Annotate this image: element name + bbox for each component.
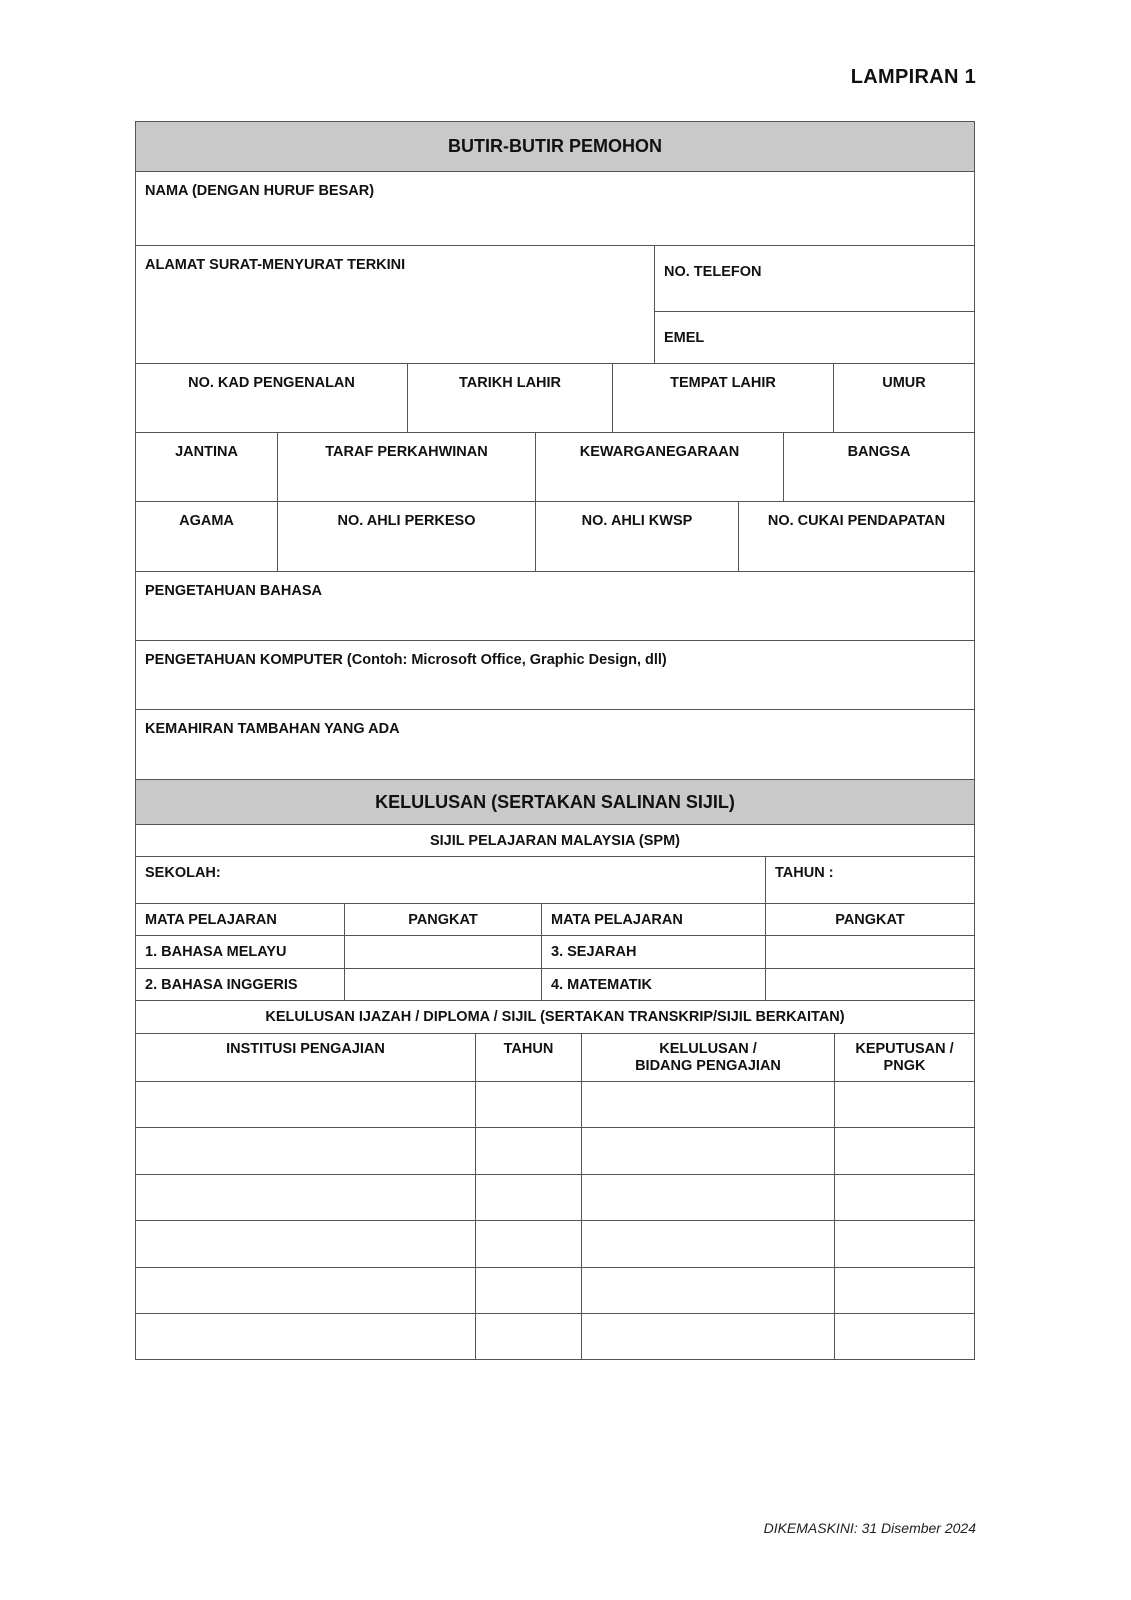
field-taraf-perkahwinan[interactable] [277,432,536,502]
field-telefon-label: NO. TELEFON [664,264,762,280]
qual-row-4-keputusan[interactable] [834,1220,975,1267]
field-jantina-label: JANTINA [175,444,238,460]
field-kad-pengenalan-label: NO. KAD PENGENALAN [188,375,355,391]
field-umur-label: UMUR [882,375,926,391]
qual-row-2-keputusan[interactable] [834,1127,975,1174]
col-institusi: INSTITUSI PENGAJIAN [135,1033,476,1082]
field-perkeso[interactable] [277,501,536,572]
spm-grade-matematik[interactable] [765,968,975,1001]
field-alamat[interactable] [135,245,655,364]
qual-row-5-kelulusan[interactable] [581,1267,835,1314]
field-kwsp-label: NO. AHLI KWSP [581,513,693,529]
field-kemahiran-label: KEMAHIRAN TAMBAHAN YANG ADA [145,721,400,737]
spm-grade-sejarah[interactable] [765,935,975,969]
field-tempat-lahir-label: TEMPAT LAHIR [670,375,776,391]
section-title-kelulusan: KELULUSAN (SERTAKAN SALINAN SIJIL) [135,779,975,825]
qual-row-5-institusi[interactable] [135,1267,476,1314]
field-kewarganegaraan-label: KEWARGANEGARAAN [579,444,740,460]
field-alamat-label: ALAMAT SURAT-MENYURAT TERKINI [145,257,406,273]
spm-col-mata-pelajaran-2: MATA PELAJARAN [541,903,766,936]
footer-updated: DIKEMASKINI: 31 Disember 2024 [763,1520,976,1536]
field-kwsp[interactable] [535,501,739,572]
col-keputusan-pngk: KEPUTUSAN / PNGK [834,1033,975,1082]
section-title-butir-pemohon: BUTIR-BUTIR PEMOHON [135,121,975,172]
field-sekolah[interactable] [135,856,766,904]
spm-subject-bahasa-inggeris: 2. BAHASA INGGERIS [135,968,345,1001]
ijazah-title: KELULUSAN IJAZAH / DIPLOMA / SIJIL (SERTAKAN TRANSKRIP/SIJIL BERKAITAN) [135,1000,975,1034]
field-cukai-label: NO. CUKAI PENDAPATAN [767,513,946,529]
field-bahasa[interactable] [135,571,975,641]
qual-row-2-tahun[interactable] [475,1127,582,1174]
field-tahun-spm-label: TAHUN : [775,865,834,881]
qual-row-4-tahun[interactable] [475,1220,582,1267]
field-tahun-spm[interactable] [765,856,975,904]
spm-title: SIJIL PELAJARAN MALAYSIA (SPM) [135,824,975,857]
col-kelulusan-bidang: KELULUSAN / BIDANG PENGAJIAN [581,1033,835,1082]
field-agama-label: AGAMA [179,513,234,529]
page-label: LAMPIRAN 1 [850,66,976,88]
qual-row-3-tahun[interactable] [475,1174,582,1221]
field-nama[interactable] [135,171,975,246]
spm-col-pangkat-2: PANGKAT [765,903,975,936]
field-telefon[interactable] [654,245,975,312]
qual-row-4-kelulusan[interactable] [581,1220,835,1267]
spm-col-pangkat-1: PANGKAT [344,903,542,936]
field-sekolah-label: SEKOLAH: [145,865,221,881]
spm-subject-matematik: 4. MATEMATIK [541,968,766,1001]
qual-row-5-tahun[interactable] [475,1267,582,1314]
field-bahasa-label: PENGETAHUAN BAHASA [145,583,322,599]
qual-row-1-tahun[interactable] [475,1081,582,1128]
field-tempat-lahir[interactable] [612,363,834,433]
qual-row-6-institusi[interactable] [135,1313,476,1360]
qual-row-6-kelulusan[interactable] [581,1313,835,1360]
spm-subject-sejarah: 3. SEJARAH [541,935,766,969]
qual-row-4-institusi[interactable] [135,1220,476,1267]
field-kemahiran[interactable] [135,709,975,780]
field-umur[interactable] [833,363,975,433]
qual-row-6-tahun[interactable] [475,1313,582,1360]
field-tarikh-lahir[interactable] [407,363,613,433]
field-jantina[interactable] [135,432,278,502]
field-perkeso-label: NO. AHLI PERKESO [337,513,476,529]
field-komputer-label: PENGETAHUAN KOMPUTER (Contoh: Microsoft Office, Graphic Design, dll) [145,652,667,668]
spm-grade-bahasa-melayu[interactable] [344,935,542,969]
spm-subject-bahasa-melayu: 1. BAHASA MELAYU [135,935,345,969]
field-emel[interactable] [654,311,975,364]
spm-grade-bahasa-inggeris[interactable] [344,968,542,1001]
field-bangsa-label: BANGSA [847,444,911,460]
qual-row-1-institusi[interactable] [135,1081,476,1128]
qual-row-2-institusi[interactable] [135,1127,476,1174]
field-nama-label: NAMA (DENGAN HURUF BESAR) [145,183,375,199]
field-bangsa[interactable] [783,432,975,502]
field-komputer[interactable] [135,640,975,710]
field-kewarganegaraan[interactable] [535,432,784,502]
qual-row-1-kelulusan[interactable] [581,1081,835,1128]
qual-row-1-keputusan[interactable] [834,1081,975,1128]
qual-row-3-kelulusan[interactable] [581,1174,835,1221]
qual-row-3-keputusan[interactable] [834,1174,975,1221]
qual-row-2-kelulusan[interactable] [581,1127,835,1174]
field-cukai[interactable] [738,501,975,572]
col-tahun: TAHUN [475,1033,582,1082]
qual-row-6-keputusan[interactable] [834,1313,975,1360]
field-kad-pengenalan[interactable] [135,363,408,433]
spm-col-mata-pelajaran-1: MATA PELAJARAN [135,903,345,936]
field-taraf-perkahwinan-label: TARAF PERKAHWINAN [325,444,488,460]
qual-row-5-keputusan[interactable] [834,1267,975,1314]
field-agama[interactable] [135,501,278,572]
field-tarikh-lahir-label: TARIKH LAHIR [458,375,562,391]
qual-row-3-institusi[interactable] [135,1174,476,1221]
field-emel-label: EMEL [664,330,705,346]
